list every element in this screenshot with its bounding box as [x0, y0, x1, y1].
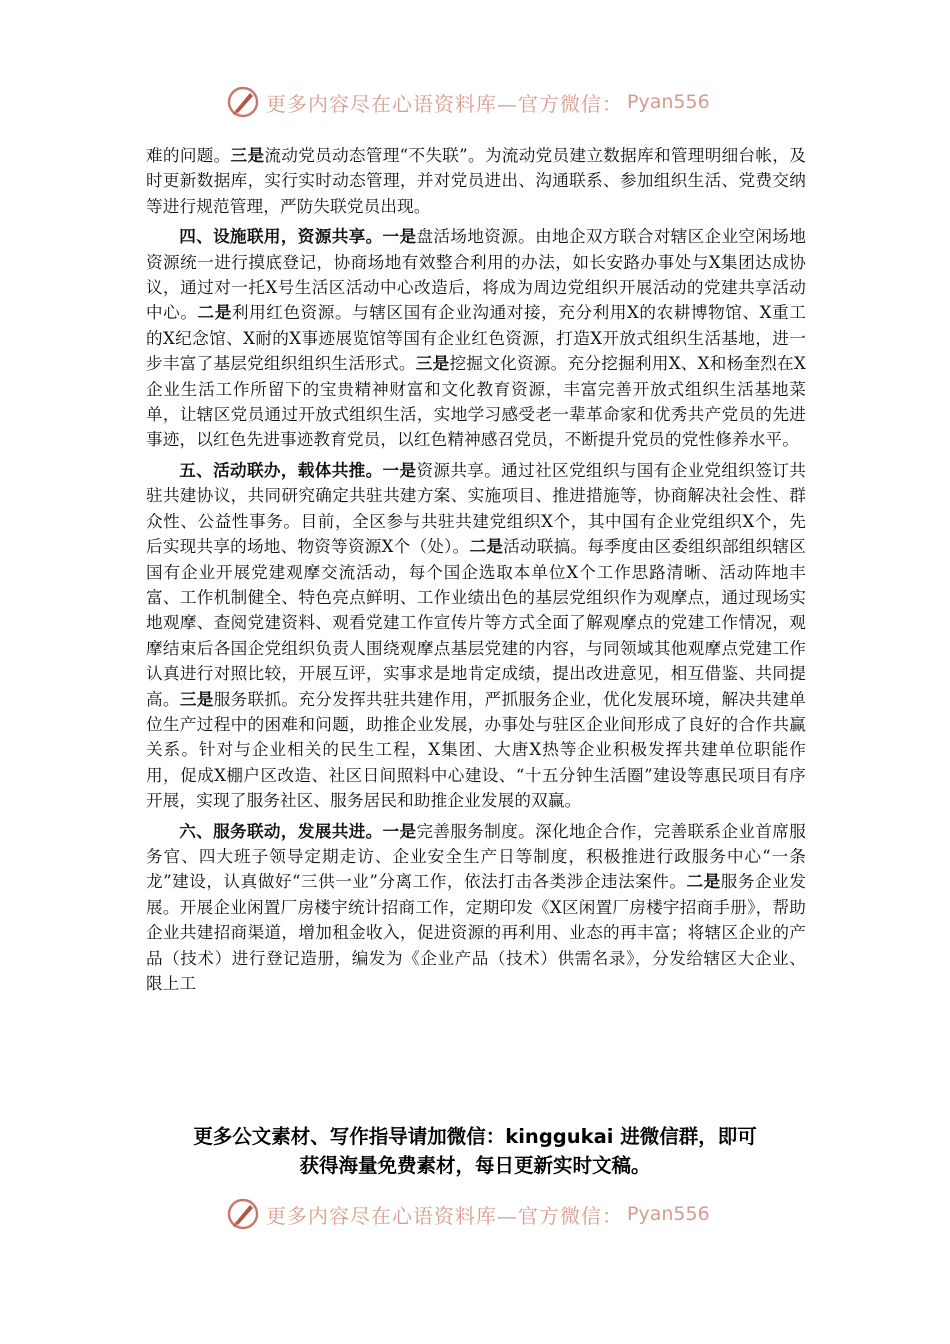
- text-segment: 利用红色资源。与辖区国有企业沟通对接，充分利用X的农耕博物馆、X重工的X纪念馆、X耐的X事迹展览馆等国有企业红色资源，打造X开放式组织生活基地，进一步丰富了基层党组织组织生活形式。: [146, 303, 806, 374]
- paragraph: [146, 143, 806, 219]
- footer-banner: [226, 1194, 710, 1234]
- text-segment: 流动党员动态管理“不失联”。为流动党员建立数据库和管理明细台帐，及时更新数据库，实行实时动态管理，并对党员进出、沟通联系、参加组织生活、党费交纳等进行规范管理，严防失联党员出现。: [146, 146, 806, 216]
- pen-logo-icon: [226, 85, 260, 119]
- bold-text: 一是: [382, 226, 417, 247]
- paragraph: [146, 224, 806, 453]
- bold-text: 二是: [197, 302, 232, 323]
- bold-text: 三是: [230, 145, 265, 165]
- text-segment: 服务企业发展。开展企业闲置厂房楼宇统计招商工作，定期印发《X区闲置厂房楼宇招商手册》，帮助企业共建招商渠道，增加租金收入，促进资源的再利用、业态的再丰富；将辖区企业的产品（技术）进行登记造册，编发为《企业产品（技术）供需名录》，分发给辖区大企业、限上工: [146, 872, 806, 993]
- text-segment: 资源共享。通过社区党组织与国有企业党组织签订共驻共建协议，共同研究确定共驻共建方案、实施项目、推进措施等，协商解决社会性、群众性、公益性事务。目前，全区参与共驻共建党组织X个，其中国有企业党组织X个，先后实现共享的场地、物资等资源X个（处）。: [146, 460, 806, 557]
- text-segment: 难的问题。: [146, 146, 231, 165]
- pen-logo-icon: [226, 1197, 260, 1231]
- bold-text: 三是: [415, 353, 450, 374]
- bold-text: 二是: [469, 536, 504, 557]
- bold-text: 一是: [382, 459, 417, 480]
- text-segment: 挖掘文化资源。充分挖掘利用X、X和杨奎烈在X企业生活工作所留下的宝贵精神财富和文化教育资源，丰富完善开放式组织生活基地菜单，让辖区党员通过开放式组织生活，实地学习感受老一辈革命家和优秀共产党员的先进事迹，以红色先进事迹教育党员，以红色精神感召党员，不断提升党员的党性修养水平。: [146, 354, 806, 450]
- text-segment: 完善服务制度。深化地企合作，完善联系企业首席服务官、四大班子领导定期走访、企业安全生产日等制度，积极推进行政服务中心“一条龙”建设，认真做好“三供一业”分离工作，依法打击各类涉企违法案件。: [146, 821, 806, 892]
- bold-text: 三是: [179, 688, 214, 709]
- promo-line-2: 获得海量免费素材，每日更新实时文稿。: [299, 1154, 651, 1177]
- paragraph: [146, 458, 806, 814]
- bold-text: 六、服务联动，发展共进。: [179, 820, 383, 841]
- banner-wechat-id: Pyan556: [627, 1203, 710, 1225]
- bold-text: 五、活动联办，载体共推。: [179, 459, 383, 480]
- bold-text: 二是: [686, 871, 721, 892]
- banner-text: 更多内容尽在心语资料库—官方微信：: [266, 91, 623, 116]
- promo-line-1: 更多公文素材、写作指导请加微信：kinggukai 进微信群，即可: [193, 1125, 757, 1148]
- text-segment: 盘活场地资源。由地企双方联合对辖区企业空闲场地资源统一进行摸底登记，协商场地有效整合利用的办法，如长安路办事处与X集团达成协议，通过对一托X号生活区活动中心改造后，将成为周边党组织开展活动的党建共享活动中心。: [146, 227, 806, 323]
- promo-text: [120, 1122, 830, 1180]
- banner-text: 更多内容尽在心语资料库—官方微信：: [266, 1203, 623, 1228]
- paragraph: [146, 819, 806, 997]
- banner-wechat-id: Pyan556: [627, 91, 710, 113]
- text-segment: 服务联抓。充分发挥共驻共建作用，严抓服务企业，优化发展环境，解决共建单位生产过程中的困难和问题，助推企业发展，办事处与驻区企业间形成了良好的合作共赢关系。针对与企业相关的民生工程，X集团、大唐X热等企业积极发挥共建单位职能作用，促成X棚户区改造、社区日间照料中心建设、“十五分钟生活圈”建设等惠民项目有序开展，实现了服务社区、服务居民和助推企业发展的双赢。: [146, 689, 806, 811]
- bold-text: 一是: [382, 820, 417, 841]
- header-banner: [226, 82, 710, 122]
- document-body: [146, 143, 806, 996]
- text-segment: 活动联搞。每季度由区委组织部组织辖区国有企业开展党建观摩交流活动，每个国企选取本单位X个工作思路清晰、活动阵地丰富、工作机制健全、特色亮点鲜明、工作业绩出色的基层党组织作为观摩点，通过现场实地观摩、查阅党建资料、观看党建工作宣传片等方式全面了解观摩点的党建工作情况，观摩结束后各国企党组织负责人围绕观摩点基层党建的内容，与同领域其他观摩点党建工作认真进行对照比较，开展互评，实事求是地肯定成绩，提出改进意见，相互借鉴、共同提高。: [146, 537, 807, 709]
- bold-text: 四、设施联用，资源共享。: [179, 226, 383, 247]
